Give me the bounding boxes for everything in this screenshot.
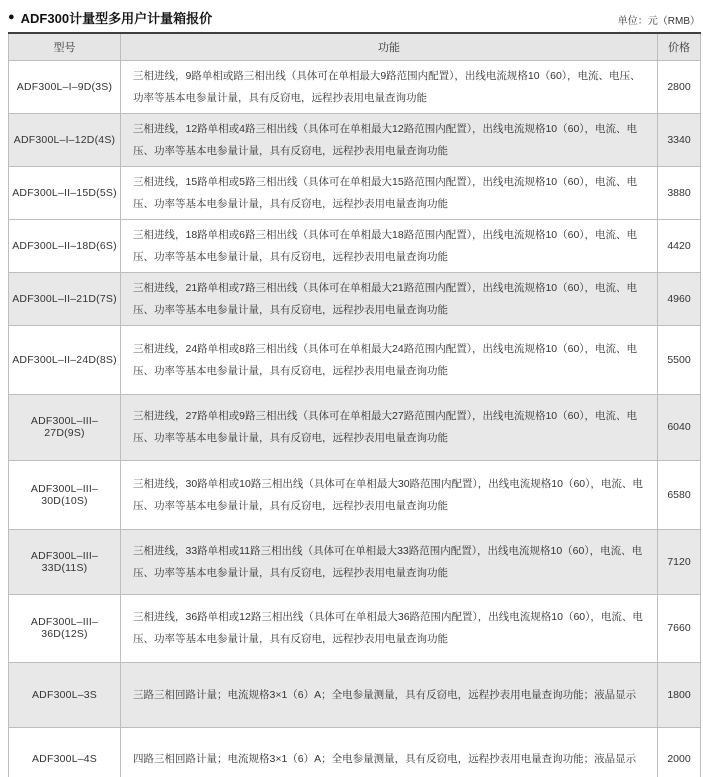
price-cell: 3340	[658, 113, 701, 166]
function-cell: 三相进线，18路单相或6路三相出线（具体可在单相最大18路范围内配置），出线电流规格10（60），电流、电压、功率等基本电参量计量，具有反窃电，远程抄表用电量查询功能	[121, 219, 658, 272]
unit-label: 单位：元（RMB）	[617, 16, 700, 27]
table-row	[9, 727, 701, 777]
model-cell: ADF300L–II–24D(8S)	[9, 325, 121, 394]
model-cell: ADF300L–I–12D(4S)	[9, 113, 121, 166]
column-header-function: 功能	[121, 33, 658, 60]
table-row	[9, 460, 701, 529]
function-cell: 三相进线，12路单相或4路三相出线（具体可在单相最大12路范围内配置），出线电流规格10（60），电流、电压、功率等基本电参量计量，具有反窃电，远程抄表用电量查询功能	[121, 113, 658, 166]
price-cell: 5500	[658, 325, 701, 394]
model-cell: ADF300L–III–30D(10S)	[9, 460, 121, 529]
function-cell: 三相进线，21路单相或7路三相出线（具体可在单相最大21路范围内配置），出线电流规格10（60），电流、电压、功率等基本电参量计量，具有反窃电，远程抄表用电量查询功能	[121, 272, 658, 325]
function-cell: 三相进线，36路单相或12路三相出线（具体可在单相最大36路范围内配置），出线电流规格10（60），电流、电压、功率等基本电参量计量，具有反窃电，远程抄表用电量查询功能	[121, 594, 658, 662]
price-cell: 7120	[658, 529, 701, 594]
price-cell: 4420	[658, 219, 701, 272]
function-cell: 三相进线，33路单相或11路三相出线（具体可在单相最大33路范围内配置），出线电流规格10（60），电流、电压、功率等基本电参量计量，具有反窃电，远程抄表用电量查询功能	[121, 529, 658, 594]
price-cell: 2000	[658, 727, 701, 777]
function-cell: 三路三相回路计量；电流规格3×1（6）A；全电参量测量，具有反窃电，远程抄表用电量查询功能；液晶显示	[121, 662, 658, 727]
model-cell: ADF300L–II–18D(6S)	[9, 219, 121, 272]
function-cell: 三相进线，15路单相或5路三相出线（具体可在单相最大15路范围内配置），出线电流规格10（60），电流、电压、功率等基本电参量计量，具有反窃电，远程抄表用电量查询功能	[121, 166, 658, 219]
price-cell: 6580	[658, 460, 701, 529]
model-cell: ADF300L–4S	[9, 727, 121, 777]
table-row	[9, 272, 701, 325]
table-row	[9, 219, 701, 272]
function-cell: 三相进线，9路单相或路三相出线（具体可在单相最大9路范围内配置），出线电流规格10（60），电流、电压、功率等基本电参量计量，具有反窃电，远程抄表用电量查询功能	[121, 60, 658, 113]
table-row	[9, 662, 701, 727]
header-row	[9, 33, 701, 60]
column-header-model: 型号	[9, 33, 121, 60]
model-cell: ADF300L–II–21D(7S)	[9, 272, 121, 325]
page-title-text: ADF300计量型多用户计量箱报价	[20, 11, 213, 26]
price-cell: 1800	[658, 662, 701, 727]
table-row	[9, 60, 701, 113]
model-cell: ADF300L–I–9D(3S)	[9, 60, 121, 113]
table-row	[9, 325, 701, 394]
column-header-price: 价格	[658, 33, 701, 60]
price-table-header	[9, 33, 701, 60]
model-cell: ADF300L–3S	[9, 662, 121, 727]
model-cell: ADF300L–III–27D(9S)	[9, 394, 121, 460]
table-row	[9, 529, 701, 594]
price-cell: 7660	[658, 594, 701, 662]
model-cell: ADF300L–II–15D(5S)	[9, 166, 121, 219]
price-table-body	[9, 60, 701, 777]
price-cell: 4960	[658, 272, 701, 325]
function-cell: 三相进线，24路单相或8路三相出线（具体可在单相最大24路范围内配置），出线电流规格10（60），电流、电压、功率等基本电参量计量，具有反窃电，远程抄表用电量查询功能	[121, 325, 658, 394]
table-row	[9, 166, 701, 219]
price-cell: 3880	[658, 166, 701, 219]
bullet-icon: ●	[8, 11, 15, 23]
table-row	[9, 594, 701, 662]
function-cell: 三相进线，30路单相或10路三相出线（具体可在单相最大30路范围内配置），出线电流规格10（60），电流、电压、功率等基本电参量计量，具有反窃电，远程抄表用电量查询功能	[121, 460, 658, 529]
price-cell: 2800	[658, 60, 701, 113]
price-cell: 6040	[658, 394, 701, 460]
table-row	[9, 394, 701, 460]
title-bar	[8, 8, 700, 27]
function-cell: 三相进线，27路单相或9路三相出线（具体可在单相最大27路范围内配置），出线电流规格10（60），电流、电压、功率等基本电参量计量，具有反窃电，远程抄表用电量查询功能	[121, 394, 658, 460]
model-cell: ADF300L–III–36D(12S)	[9, 594, 121, 662]
function-cell: 四路三相回路计量；电流规格3×1（6）A；全电参量测量，具有反窃电，远程抄表用电量查询功能；液晶显示	[121, 727, 658, 777]
table-row	[9, 113, 701, 166]
price-table	[8, 32, 701, 777]
model-cell: ADF300L–III–33D(11S)	[9, 529, 121, 594]
page-title	[8, 8, 212, 27]
